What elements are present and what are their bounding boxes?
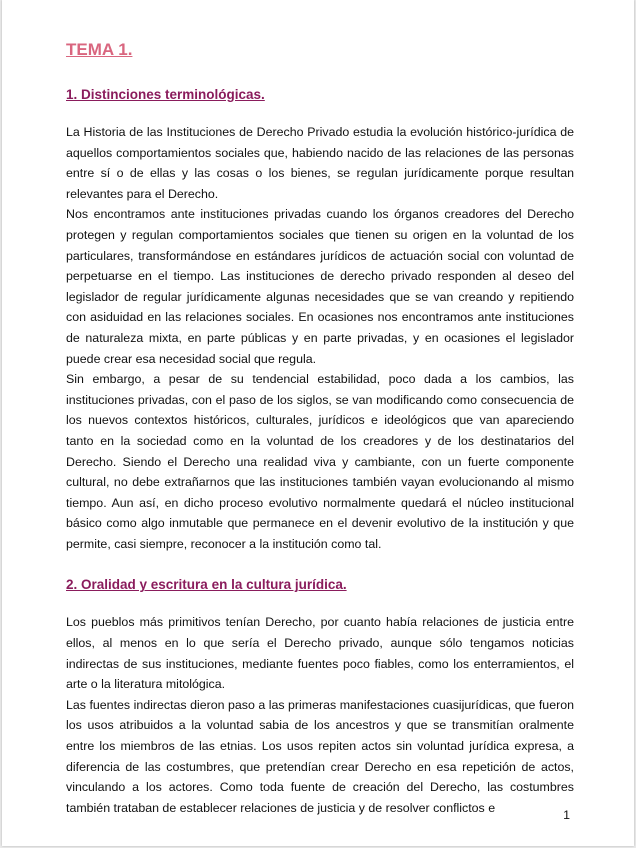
section-1-title: 1. Distinciones terminológicas. xyxy=(66,87,265,102)
section-2-title: 2. Oralidad y escritura en la cultura jurídica. xyxy=(66,577,347,593)
section-1-paragraph-3: Sin embargo, a pesar de su tendencial estabilidad, poco dada a los cambios, las instituciones privadas, con el paso de los siglos, se van modificando como consecuencia de los nuevos contextos históricos, culturales, jurídicos e ideológicos que van apareciendo tanto en la sociedad como en la voluntad de los creadores y de los destinatarios del Derecho. Siendo el Derecho una realidad viva y cambiante, con un fuerte componente cultural, no debe extrañarnos que las instituciones también vayan evolucionando al mismo tiempo. Aun así, en dicho proceso evolutivo normalmente quedará el núcleo institucional básico como algo inmutable que permanece en el devenir evolutivo de la institución y que permite, casi siempre, reconocer a la institución como tal. xyxy=(66,372,574,551)
chapter-heading: TEMA 1. xyxy=(66,40,133,59)
section-2 xyxy=(66,576,574,818)
section-1-paragraph-2: Nos encontramos ante instituciones privadas cuando los órganos creadores del Derecho protegen y regulan comportamientos sociales que tienen su origen en la voluntad de los particulares, transformándose en estándares jurídicos de actuación social con voluntad de perpetuarse en el tiempo. Las instituciones de derecho privado responden al deseo del legislador de regular jurídicamente algunas necesidades que se van creando y repitiendo con asiduidad en las relaciones sociales. En ocasiones nos encontramos ante instituciones de naturaleza mixta, en parte públicas y en parte privadas, y en ocasiones el legislador puede crear esa necesidad social que regula. xyxy=(66,207,574,366)
document-page xyxy=(2,0,634,846)
page-number: 1 xyxy=(563,808,570,822)
section-1 xyxy=(66,86,574,554)
section-1-paragraph-1: La Historia de las Instituciones de Derecho Privado estudia la evolución histórico-jurídica de aquellos comportamientos sociales que, habiendo nacido de las relaciones de las personas entre sí o de ellas y las cosas o los bienes, se regulan jurídicamente porque resultan relevantes para el Derecho. xyxy=(66,125,574,201)
page-content xyxy=(66,38,574,840)
section-2-paragraph-2: Las fuentes indirectas dieron paso a las primeras manifestaciones cuasijurídicas, que fueron los usos atribuidos a la voluntad sabia de los ancestros y que se transmitían oralmente entre los miembros de las etnias. Los usos repiten actos sin voluntad jurídica expresa, a diferencia de las costumbres, que pretendían crear Derecho en esa repetición de actos, vinculando a los actores. Como toda fuente de creación del Derecho, las costumbres también trataban de establecer relaciones de justicia y de resolver conflictos e xyxy=(66,697,574,815)
section-2-paragraph-1: Los pueblos más primitivos tenían Derecho, por cuanto había relaciones de justicia entre ellos, al menos en lo que sería el Derecho privado, aunque sólo tengamos noticias indirectas de sus instituciones, mediante fuentes poco fiables, como los enterramientos, el arte o la literatura mitológica. xyxy=(66,615,574,692)
